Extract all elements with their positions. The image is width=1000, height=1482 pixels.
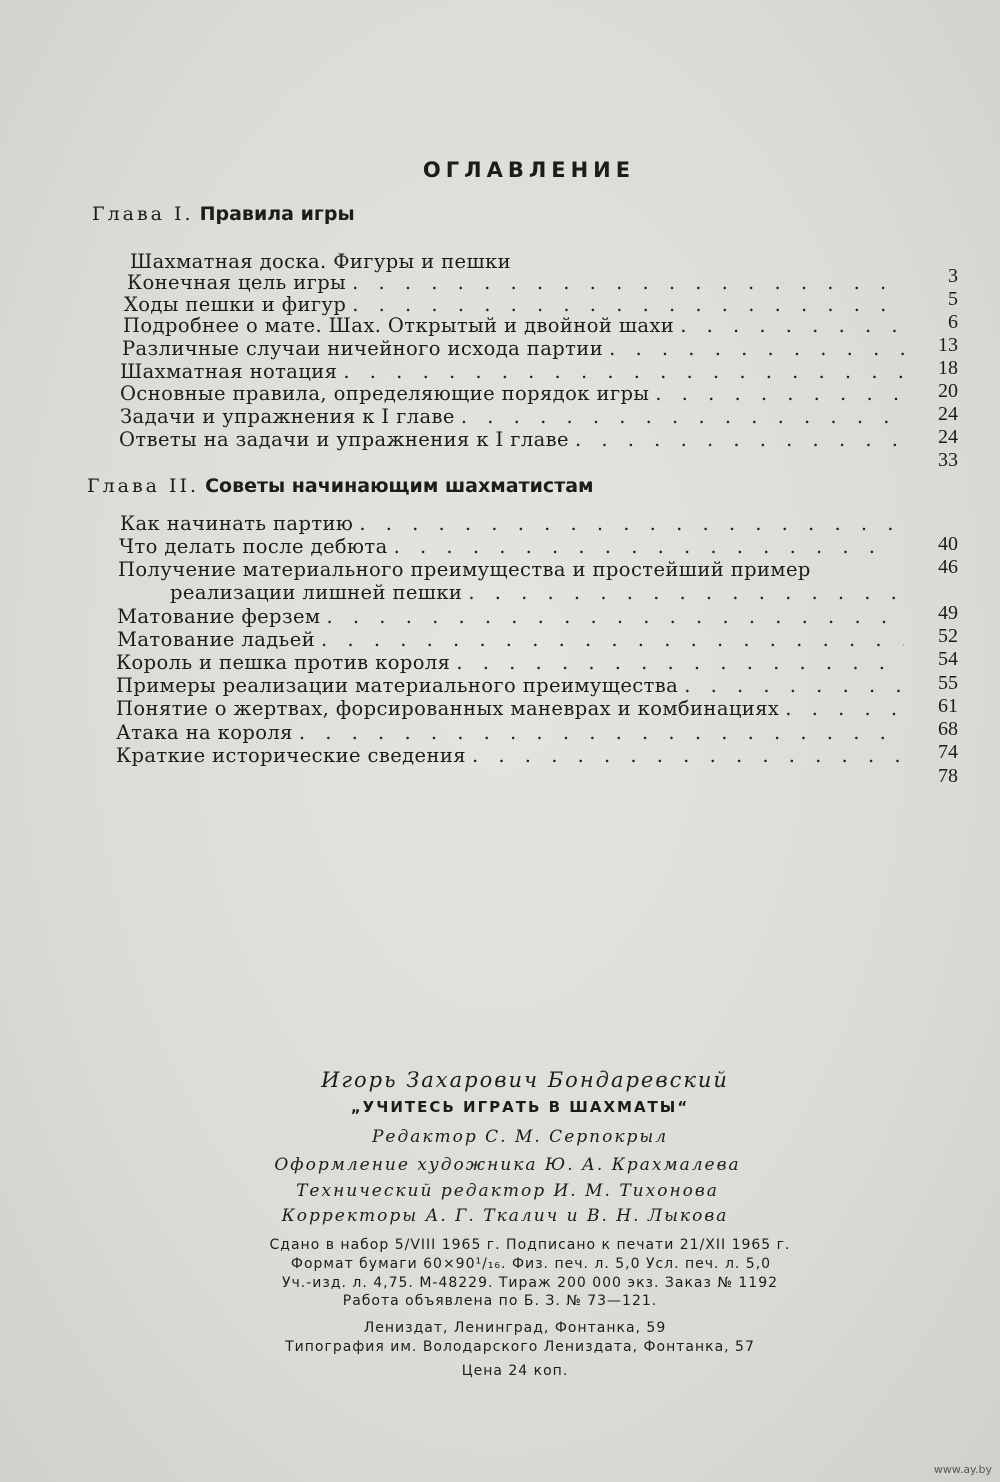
print-info-line: Формат бумаги 60×90¹/₁₆. Физ. печ. л. 5,0 Усл. печ. л. 5,0 (290, 1256, 772, 1272)
toc-entry: Краткие исторические сведения . . . (116, 744, 916, 768)
page-number: 55 (938, 672, 958, 694)
chapter-1-prefix: Глава I. (92, 203, 194, 225)
watermark: www.ay.by (933, 1463, 992, 1476)
toc-entry: Атака на короля . . . (116, 721, 916, 745)
page-number: 74 (938, 741, 958, 763)
chapter-1-title: Правила игры (199, 203, 355, 225)
page-number: 68 (938, 718, 958, 740)
print-info-line: Уч.-изд. л. 4,75. М-48229. Тираж 200 000 экз. Заказ № 1192 (281, 1275, 779, 1291)
toc-entry: Различные случаи ничейного исхода партии . . . (122, 337, 912, 361)
page-number: 6 (948, 311, 958, 333)
toc-entry: Ответы на задачи и упражнения к I главе . . . (119, 428, 915, 452)
author-name: Игорь Захарович Бондаревский (321, 1068, 729, 1092)
price-line: Цена 24 коп. (461, 1363, 569, 1379)
tech-editor-credit: Технический редактор И. М. Тихонова (296, 1181, 719, 1201)
chapter-2-prefix: Глава II. (87, 475, 200, 497)
printer-line: Типография им. Володарского Лениздата, Фонтанка, 57 (285, 1339, 755, 1355)
page-number: 40 (938, 533, 958, 555)
page-number: 18 (938, 357, 958, 379)
publisher-line: Лениздат, Ленинград, Фонтанка, 59 (363, 1320, 667, 1336)
print-info-line: Работа объявлена по Б. З. № 73—121. (342, 1293, 658, 1309)
page-number: 49 (938, 602, 958, 624)
book-title: „УЧИТЕСЬ ИГРАТЬ В ШАХМАТЫ“ (350, 1098, 690, 1116)
toc-entry: Король и пешка против короля . . . (116, 651, 912, 675)
page-number: 33 (938, 449, 958, 471)
page-number: 24 (938, 426, 958, 448)
toc-entry: Что делать после дебюта . . . (119, 535, 901, 559)
correctors-credit: Корректоры А. Г. Ткалич и В. Н. Лыкова (281, 1206, 729, 1226)
toc-entry: Получение материального преимущества и простейший пример (118, 558, 811, 581)
page-number: 5 (948, 288, 958, 310)
page-number: 46 (938, 556, 958, 578)
toc-entry: Как начинать партию . . . (120, 512, 900, 536)
toc-entry: Основные правила, определяющие порядок игры . . . (120, 382, 915, 406)
toc-entry: Шахматная доска. Фигуры и пешки (130, 250, 511, 273)
page-number: 52 (938, 625, 958, 647)
toc-entry: реализации лишней пешки . . . (170, 581, 910, 605)
toc-entry: Примеры реализации материального преимущества . . . (116, 674, 914, 698)
page-number: 78 (938, 765, 958, 787)
page-number: 61 (938, 695, 958, 717)
print-info-line: Сдано в набор 5/VIII 1965 г. Подписано к печати 21/XII 1965 г. (269, 1237, 791, 1253)
editor-credit: Редактор С. М. Серпокрыл (371, 1127, 669, 1147)
toc-entry: Понятие о жертвах, форсированных маневрах и комбинациях . . . (116, 697, 916, 721)
designer-credit: Оформление художника Ю. А. Крахмалева (274, 1155, 741, 1175)
page-number: 54 (938, 648, 958, 670)
page-number: 13 (938, 334, 958, 356)
page-number: 20 (938, 380, 958, 402)
toc-heading: ОГЛАВЛЕНИЕ (422, 158, 636, 182)
toc-entry: Конечная цель игры . . . (127, 271, 907, 295)
chapter-2-title: Советы начинающим шахматистам (205, 475, 594, 497)
page-number: 3 (948, 265, 958, 287)
toc-entry: Задачи и упражнения к I главе . . . (120, 405, 915, 429)
toc-entry: Шахматная нотация . . . (120, 360, 912, 384)
toc-entry: Подробнее о мате. Шах. Открытый и двойной шахи . . . (123, 314, 913, 338)
toc-entry: Матование ферзем . . . (117, 605, 912, 629)
chapter-1-heading (92, 203, 355, 225)
chapter-2-heading (87, 475, 594, 497)
page-number: 24 (938, 403, 958, 425)
toc-entry: Ходы пешки и фигур . . . (124, 293, 909, 317)
toc-entry: Матование ладьей . . . (117, 628, 912, 652)
